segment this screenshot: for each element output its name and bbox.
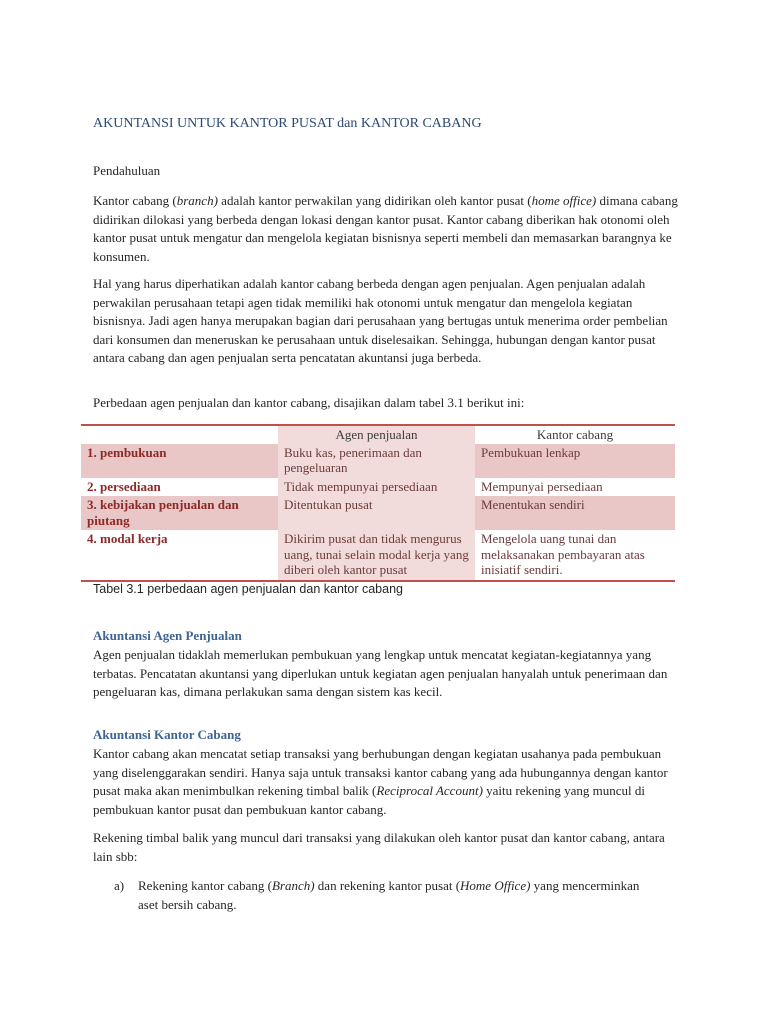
table-caption: Tabel 3.1 perbedaan agen penjualan dan kantor cabang [93,582,403,596]
table-header-agen: Agen penjualan [278,425,475,444]
section-heading-cabang: Akuntansi Kantor Cabang [93,727,241,742]
intro-heading: Pendahuluan [93,163,161,178]
table-row [81,444,675,478]
section-cabang-body: Kantor cabang akan mencatat setiap transaksi yang berhubungan dengan kegiatan usahanya pada pembukuan yang diselenggarakan sendiri. Hanya saja untuk transaksi kantor cabang yang ada hubungannya dengan kantor pusat maka akan menimbulkan rekening timbal balik (Reciprocal Account) yaitu rekening yang muncul di pembukuan kantor pusat dan pembukuan kantor cabang. [93,746,668,817]
table-row [81,496,675,530]
row-label: 1. pembukuan [81,444,278,478]
row-label: 2. persediaan [81,478,278,497]
row-agen-cell: Buku kas, penerimaan dan pengeluaran [278,444,475,478]
table-header-empty [81,425,278,444]
row-agen-cell: Ditentukan pusat [278,496,475,530]
section-heading-agen: Akuntansi Agen Penjualan [93,628,242,643]
document-title: AKUNTANSI UNTUK KANTOR PUSAT dan KANTOR CABANG [93,116,482,131]
table-header-kantor: Kantor cabang [475,425,675,444]
row-label: 4. modal kerja [81,530,278,581]
section-agen-body: Agen penjualan tidaklah memerlukan pembukuan yang lengkap untuk mencatat kegiatan-kegiatannya yang terbatas. Pencatatan akuntansi yang diperlukan untuk kegiatan agen penjualan hanyalah untuk penerimaan dan pengeluaran kas, dimana perlakukan sama dengan sistem kas kecil. [93,647,668,699]
section-cabang-paragraph-2: Rekening timbal balik yang muncul dari transaksi yang dilakukan oleh kantor pusat dan kantor cabang, antara lain sbb: [93,830,665,864]
comparison-table [81,424,675,582]
list-marker: a) [114,878,125,893]
table-row [81,530,675,581]
row-kantor-cell: Menentukan sendiri [475,496,675,530]
row-kantor-cell: Pembukuan lenkap [475,444,675,478]
paragraph-2: Hal yang harus diperhatikan adalah kantor cabang berbeda dengan agen penjualan. Agen penjualan adalah perwakilan perusahaan tetapi agen tidak memiliki hak otonomi untuk mengatur dan mengelola kegiatan bisnisnya. Jadi agen hanya merupakan bagian dari perusahaan yang bertugas untuk menerima order pembelian dari konsumen dan meneruskan ke perusahaan untuk diselesaikan. Sehingga, hubungan dengan kantor pusat antara cabang dan agen penjualan serta pencatatan akuntansi juga berbeda. [93,276,668,365]
table-row [81,478,675,497]
table-header-row [81,425,675,444]
paragraph-1: Kantor cabang (branch) adalah kantor perwakilan yang didirikan oleh kantor pusat (home office) dimana cabang didirikan dilokasi yang berbeda dengan lokasi dengan kantor pusat. Kantor cabang diberikan hak otonomi oleh kantor pusat untuk mengatur dan mengelola kegiatan bisnisnya seperti membeli dan memasarkan barangnya ke konsumen. [93,193,678,264]
row-label: 3. kebijakan penjualan dan piutang [81,496,278,530]
row-agen-cell: Tidak mempunyai persediaan [278,478,475,497]
list-item-text: Rekening kantor cabang (Branch) dan rekening kantor pusat (Home Office) yang mencerminkan aset bersih cabang. [138,878,640,912]
row-kantor-cell: Mengelola uang tunai dan melaksanakan pembayaran atas inisiatif sendiri. [475,530,675,581]
paragraph-3: Perbedaan agen penjualan dan kantor cabang, disajikan dalam tabel 3.1 berikut ini: [93,395,525,410]
row-agen-cell: Dikirim pusat dan tidak mengurus uang, tunai selain modal kerja yang diberi oleh kantor pusat [278,530,475,581]
row-kantor-cell: Mempunyai persediaan [475,478,675,497]
